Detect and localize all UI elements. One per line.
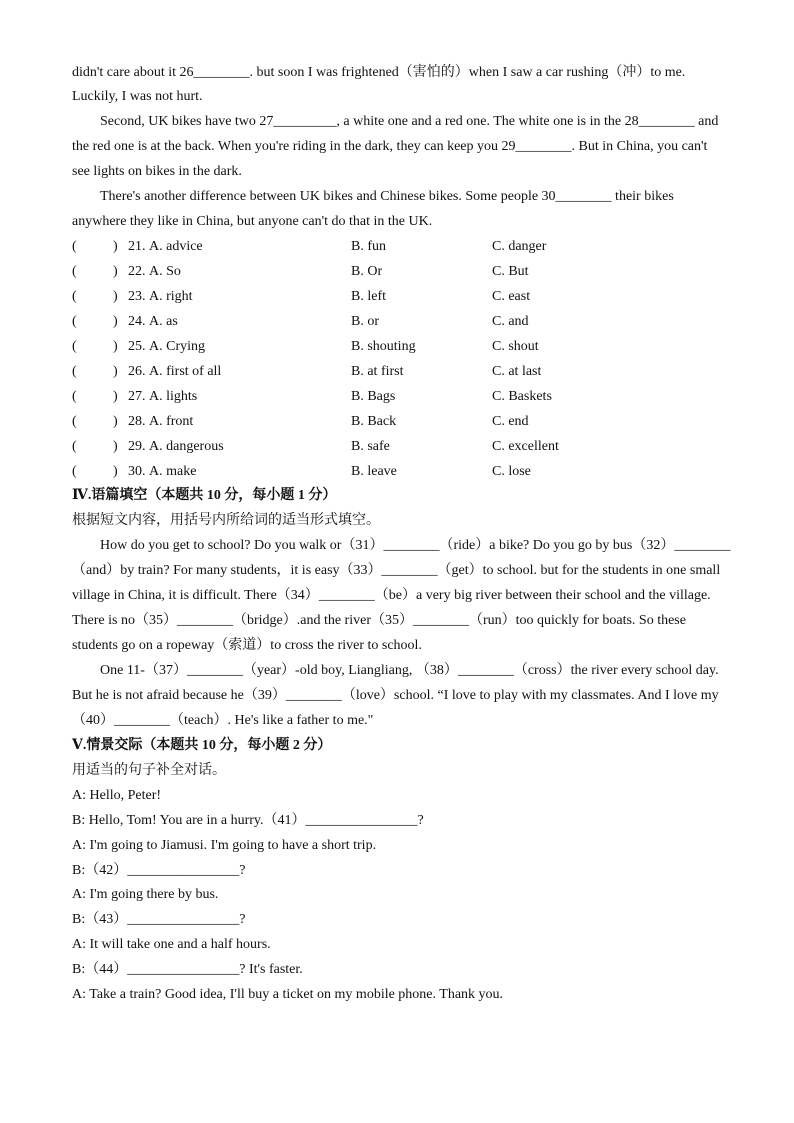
passage-line: There's another difference between UK bikes and Chinese bikes. Some people 30________ their bikes	[100, 189, 674, 205]
section-heading: Ⅴ.情景交际（本题共 10 分，每小题 2 分）	[72, 737, 332, 753]
passage-line: the red one is at the back. When you're riding in the dark, they can keep you 29________. But in China, you can't	[72, 139, 708, 155]
answer-bracket-open: (	[72, 338, 77, 354]
option-c: C. danger	[492, 239, 547, 255]
passage-line: anywhere they like in China, but anyone can't do that in the UK.	[72, 214, 433, 230]
answer-bracket-open: (	[72, 388, 77, 404]
option-c: C. excellent	[492, 438, 559, 454]
question-number: 28.	[128, 413, 146, 429]
answer-bracket-close: )	[113, 264, 118, 279]
passage-line: didn't care about it 26________. but soon I was frightened（害怕的）when I saw a car rushing（冲）to me.	[72, 64, 686, 80]
passage-line: But he is not afraid because he（39）________（love）school. “I love to play with my classmates. And I love my	[72, 687, 719, 703]
option-a: A. front	[149, 413, 194, 429]
passage-line: （and）by train? For many students，it is easy（33）________（get）to school. but for the students in one small	[72, 563, 721, 579]
answer-bracket-close: )	[113, 338, 118, 354]
answer-bracket-close: )	[113, 438, 118, 454]
dialogue-line: B: Hello, Tom! You are in a hurry.（41）________________?	[72, 812, 424, 828]
question-number: 30.	[128, 463, 146, 479]
dialogue-line: A: I'm going there by bus.	[72, 887, 219, 903]
question-number: 21.	[128, 239, 146, 255]
option-a: A. right	[149, 288, 193, 304]
option-c: C. lose	[492, 463, 531, 479]
option-row	[72, 435, 722, 460]
option-row	[72, 310, 722, 335]
option-c: C. at last	[492, 363, 542, 379]
dialogue-line: A: Take a train? Good idea, I'll buy a ticket on my mobile phone. Thank you.	[72, 987, 504, 1003]
dialogue-line: A: I'm going to Jiamusi. I'm going to have a short trip.	[72, 837, 377, 853]
question-number: 26.	[128, 363, 146, 379]
option-row	[72, 360, 722, 385]
option-c: C. Baskets	[492, 388, 552, 404]
option-b: B. fun	[351, 239, 386, 255]
answer-bracket-open: (	[72, 438, 77, 454]
answer-bracket-close: )	[113, 239, 118, 255]
answer-bracket-close: )	[113, 463, 118, 479]
dialogue-line: B:（44）________________? It's faster.	[72, 962, 303, 978]
answer-bracket-open: (	[72, 363, 77, 379]
question-number: 27.	[128, 388, 146, 404]
option-a: A. as	[149, 313, 178, 329]
answer-bracket-close: )	[113, 388, 118, 404]
option-b: B. Or	[351, 264, 383, 279]
passage-line: students go on a ropeway（索道）to cross the river to school.	[72, 638, 422, 654]
dialogue-line: A: Hello, Peter!	[72, 787, 162, 803]
option-row	[72, 260, 722, 285]
option-c: C. shout	[492, 338, 539, 354]
question-number: 24.	[128, 313, 146, 329]
question-number: 25.	[128, 338, 146, 354]
option-b: B. or	[351, 313, 379, 329]
option-row	[72, 460, 722, 485]
answer-bracket-open: (	[72, 463, 77, 479]
answer-bracket-open: (	[72, 264, 77, 279]
answer-bracket-close: )	[113, 313, 118, 329]
dialogue-line: B:（42）________________?	[72, 862, 246, 878]
passage-line: Luckily, I was not hurt.	[72, 89, 203, 105]
option-row	[72, 385, 722, 410]
option-a: A. first of all	[149, 363, 222, 379]
answer-bracket-open: (	[72, 413, 77, 429]
option-a: A. advice	[149, 239, 203, 255]
option-row	[72, 410, 722, 435]
section-instruction: 用适当的句子补全对话。	[72, 762, 226, 778]
section-5-dialogue	[72, 734, 722, 1008]
question-number: 23.	[128, 288, 146, 304]
reading-passage	[72, 61, 722, 236]
dialogue-line: A: It will take one and a half hours.	[72, 937, 271, 953]
option-c: C. But	[492, 264, 529, 279]
dialogue-line: B:（43）________________?	[72, 912, 246, 928]
passage-line: see lights on bikes in the dark.	[72, 164, 242, 180]
question-number: 29.	[128, 438, 146, 454]
option-c: C. end	[492, 413, 529, 429]
option-b: B. left	[351, 288, 386, 304]
question-number: 22.	[128, 264, 146, 279]
option-c: C. and	[492, 313, 529, 329]
passage-line: Second, UK bikes have two 27_________, a white one and a red one. The white one is in the 28________ and	[100, 114, 719, 130]
answer-bracket-close: )	[113, 363, 118, 379]
option-c: C. east	[492, 288, 531, 304]
option-b: B. at first	[351, 363, 404, 379]
option-a: A. make	[149, 463, 197, 479]
answer-bracket-open: (	[72, 239, 77, 255]
option-a: A. lights	[149, 388, 198, 404]
answer-bracket-close: )	[113, 413, 118, 429]
passage-line: How do you get to school? Do you walk or（31）________（ride）a bike? Do you go by bus（32）________	[100, 538, 731, 554]
option-b: B. shouting	[351, 338, 416, 354]
option-b: B. Bags	[351, 388, 396, 404]
passage-line: village in China, it is difficult. There（34）________（be）a very big river between their school and the village.	[72, 588, 711, 604]
answer-bracket-close: )	[113, 288, 118, 304]
answer-bracket-open: (	[72, 288, 77, 304]
option-row	[72, 235, 722, 260]
option-row	[72, 285, 722, 310]
option-b: B. Back	[351, 413, 397, 429]
answer-bracket-open: (	[72, 313, 77, 329]
exam-page	[72, 61, 731, 1009]
section-heading: Ⅳ.语篇填空（本题共 10 分，每小题 1 分）	[72, 488, 337, 504]
option-b: B. safe	[351, 438, 390, 454]
passage-line: There is no（35）________（bridge）.and the river（35）________（run）too quickly for boats. So these	[72, 613, 686, 629]
option-a: A. So	[149, 264, 181, 279]
section-4-text-completion	[72, 484, 731, 733]
option-b: B. leave	[351, 463, 397, 479]
passage-line: One 11-（37）________（year）-old boy, Liangliang, （38）________（cross）the river every school day.	[100, 663, 719, 678]
section-instruction: 根据短文内容，用括号内所给词的适当形式填空。	[72, 513, 380, 529]
cloze-options	[72, 235, 722, 484]
option-a: A. Crying	[149, 338, 205, 354]
option-a: A. dangerous	[149, 438, 224, 454]
passage-line: （40）________（teach）. He's like a father to me."	[72, 712, 374, 728]
option-row	[72, 335, 722, 360]
